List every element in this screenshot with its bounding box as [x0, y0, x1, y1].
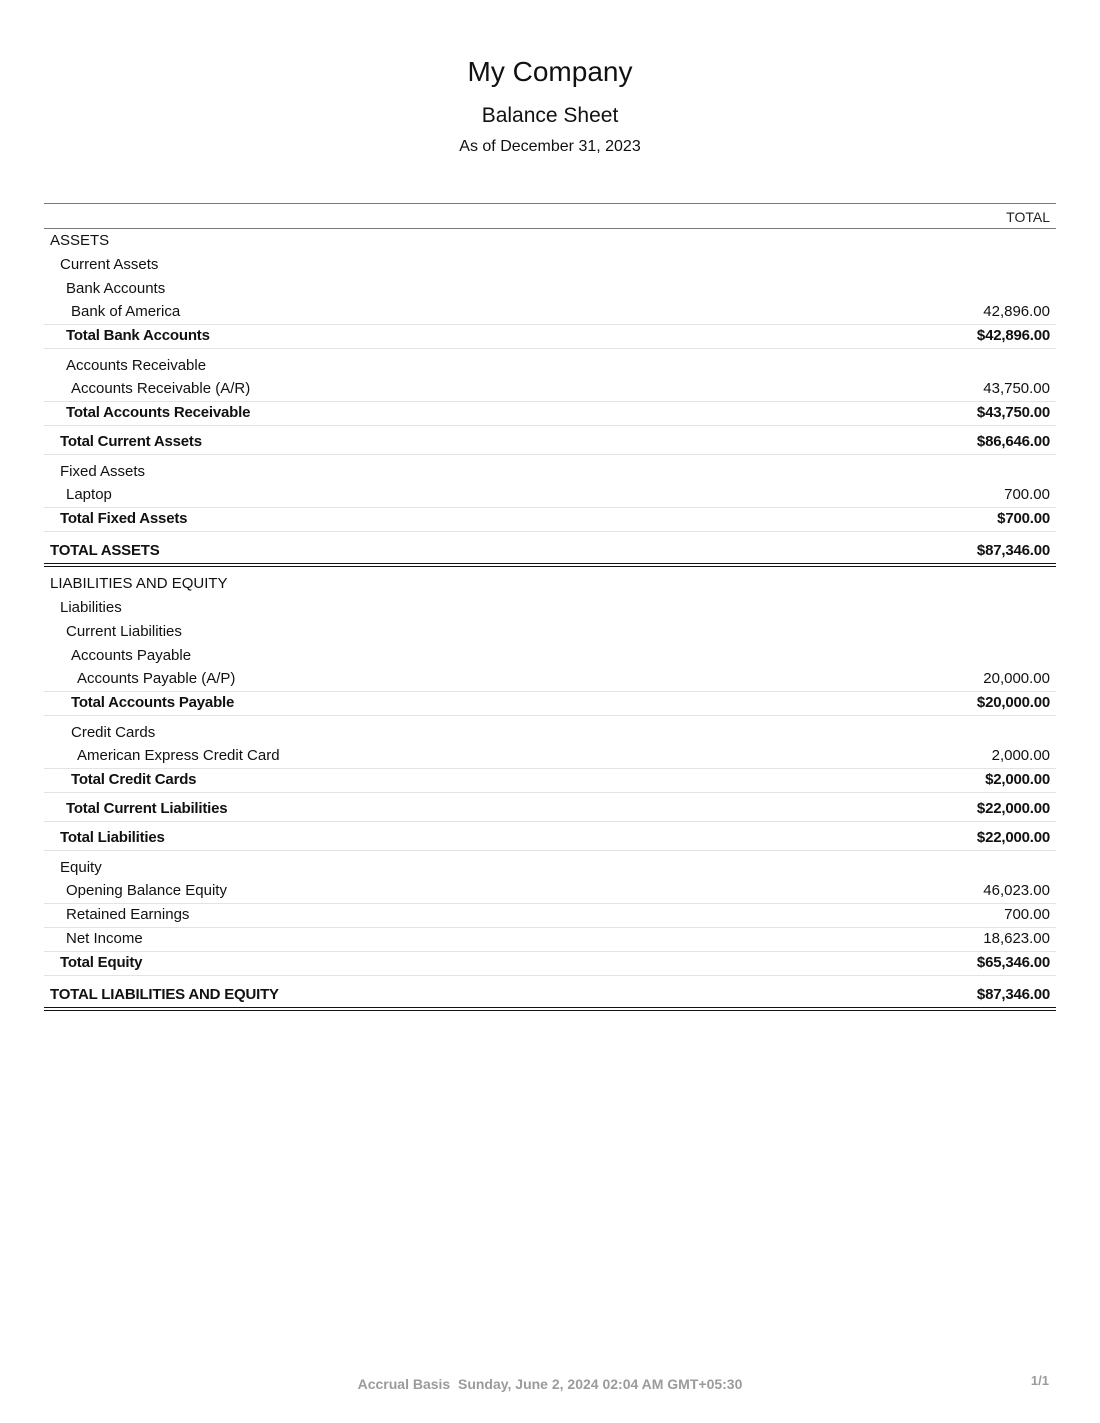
row-label: ASSETS [50, 232, 110, 249]
row-amount: $700.00 [997, 510, 1050, 527]
table-row [44, 822, 1056, 851]
row-label: Total Fixed Assets [60, 510, 188, 527]
row-label: Laptop [66, 486, 112, 503]
row-label: Total Current Assets [60, 433, 202, 450]
table-row [44, 455, 1056, 484]
table-row [44, 253, 1056, 277]
table-row [44, 596, 1056, 620]
row-label: Total Equity [60, 954, 143, 971]
row-amount: 2,000.00 [991, 747, 1050, 764]
table-row [44, 692, 1056, 716]
row-label: Accounts Payable [71, 647, 192, 664]
row-amount: 700.00 [1004, 486, 1050, 503]
row-label: LIABILITIES AND EQUITY [50, 575, 228, 592]
page-number: 1/1 [1030, 1373, 1049, 1388]
table-row [44, 952, 1056, 976]
table-row [44, 769, 1056, 793]
row-label: Retained Earnings [66, 906, 190, 923]
table-row [44, 880, 1056, 904]
row-label: Accounts Payable (A/P) [77, 670, 236, 687]
row-label: Liabilities [60, 599, 122, 616]
report-date: As of December 31, 2023 [459, 138, 641, 155]
row-amount: 42,896.00 [983, 303, 1050, 320]
row-label: Current Assets [60, 256, 159, 273]
table-row [44, 349, 1056, 378]
table-row [44, 976, 1056, 1011]
table-body [44, 229, 1056, 1011]
row-label: Opening Balance Equity [66, 882, 227, 899]
table-header-row [44, 203, 1056, 229]
report-title: Balance Sheet [481, 104, 619, 127]
row-label: Total Liabilities [60, 829, 165, 846]
table-row [44, 716, 1056, 745]
row-amount: 43,750.00 [983, 380, 1050, 397]
table-row [44, 277, 1056, 301]
column-header-total: TOTAL [1006, 209, 1050, 225]
row-amount: $42,896.00 [976, 327, 1050, 344]
table-row [44, 668, 1056, 692]
row-label: Total Accounts Payable [71, 694, 235, 711]
footer-basis: Accrual Basis [357, 1376, 451, 1392]
footer-timestamp: Sunday, June 2, 2024 02:04 AM GMT+05:30 [457, 1376, 743, 1392]
row-amount: 20,000.00 [983, 670, 1050, 687]
row-amount: $20,000.00 [976, 694, 1050, 711]
row-label: Fixed Assets [60, 463, 146, 480]
row-label: TOTAL LIABILITIES AND EQUITY [50, 986, 279, 1003]
row-label: Net Income [66, 930, 143, 947]
row-label: Bank of America [71, 303, 181, 320]
table-row [44, 426, 1056, 455]
table-row [44, 620, 1056, 644]
row-amount: 700.00 [1004, 906, 1050, 923]
table-row [44, 644, 1056, 668]
row-amount: 46,023.00 [983, 882, 1050, 899]
row-amount: $43,750.00 [976, 404, 1050, 421]
row-label: Total Accounts Receivable [66, 404, 251, 421]
company-name: My Company [467, 56, 633, 87]
row-label: Total Credit Cards [71, 771, 197, 788]
table-row [44, 532, 1056, 567]
table-row [44, 229, 1056, 253]
row-amount: $86,646.00 [976, 433, 1050, 450]
row-label: Equity [60, 859, 102, 876]
row-label: Total Current Liabilities [66, 800, 228, 817]
row-label: Bank Accounts [66, 280, 166, 297]
table-row [44, 484, 1056, 508]
table-row [44, 508, 1056, 532]
row-amount: $87,346.00 [976, 542, 1050, 559]
table-row [44, 325, 1056, 349]
balance-sheet-table [44, 203, 1056, 1011]
row-amount: $22,000.00 [976, 829, 1050, 846]
row-label: TOTAL ASSETS [50, 542, 160, 559]
table-row [44, 851, 1056, 880]
table-row [44, 793, 1056, 822]
table-row [44, 378, 1056, 402]
table-row [44, 904, 1056, 928]
report-footer [0, 1376, 1100, 1392]
row-label: Current Liabilities [66, 623, 182, 640]
row-label: Accounts Receivable [66, 357, 207, 374]
row-amount: $87,346.00 [976, 986, 1050, 1003]
row-label: Credit Cards [71, 724, 156, 741]
table-row [44, 928, 1056, 952]
row-amount: $65,346.00 [976, 954, 1050, 971]
row-label: American Express Credit Card [77, 747, 280, 764]
table-row [44, 567, 1056, 596]
table-row [44, 301, 1056, 325]
row-amount: 18,623.00 [983, 930, 1050, 947]
table-row [44, 745, 1056, 769]
row-label: Accounts Receivable (A/R) [71, 380, 251, 397]
table-row [44, 402, 1056, 426]
row-label: Total Bank Accounts [66, 327, 210, 344]
row-amount: $2,000.00 [985, 771, 1050, 788]
row-amount: $22,000.00 [976, 800, 1050, 817]
